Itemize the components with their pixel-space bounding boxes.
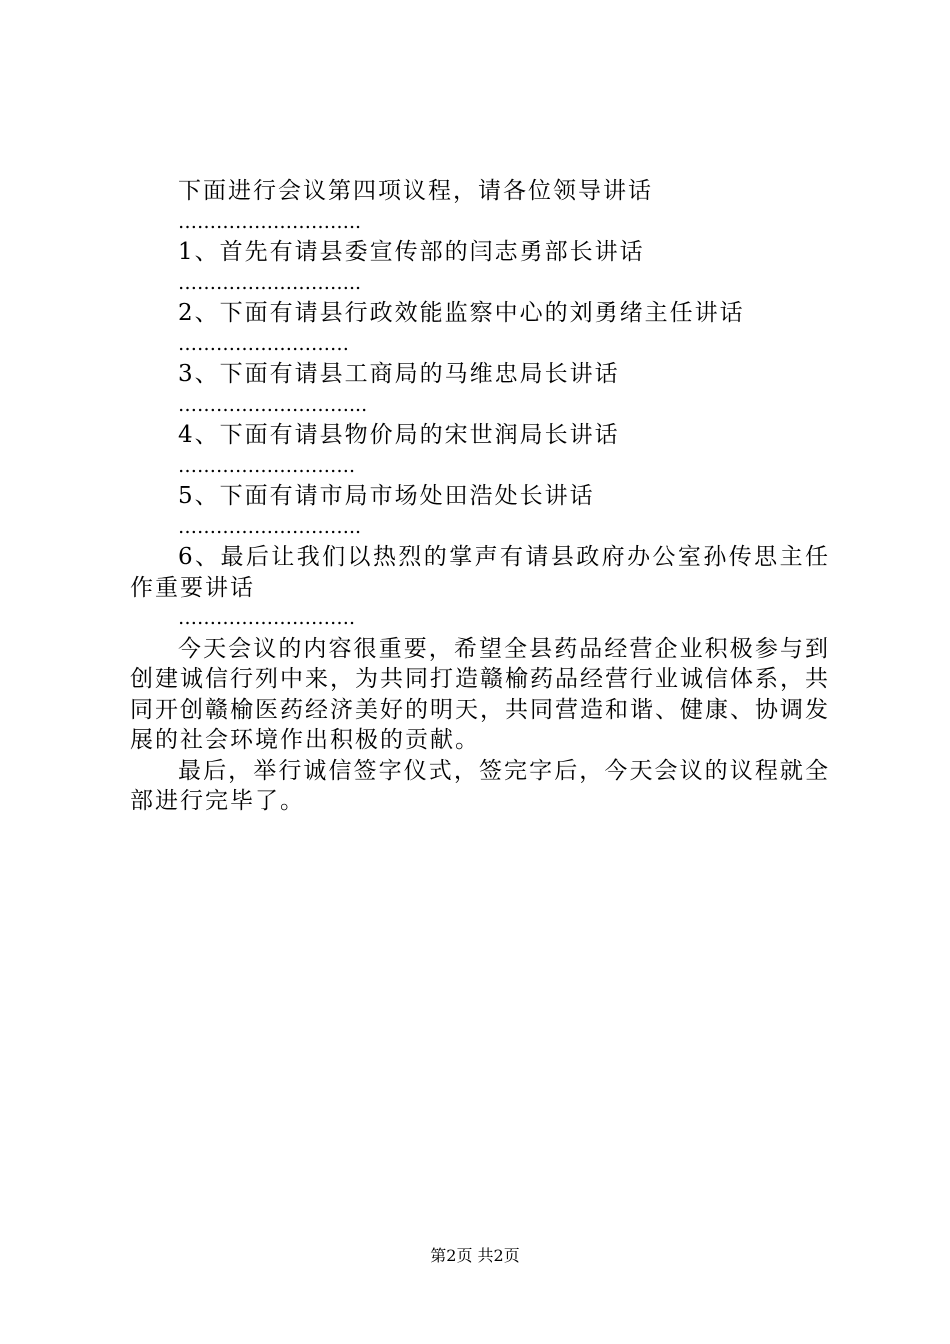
dot-leader: ……………………….. <box>178 515 362 538</box>
dot-leader: ……………………….. <box>178 271 362 294</box>
speaker-item-2: 2、下面有请县行政效能监察中心的刘勇绪主任讲话 <box>178 300 745 326</box>
dot-leader: ………………………... <box>178 393 368 416</box>
speaker-item-1: 1、首先有请县委宣传部的闫志勇部长讲话 <box>178 239 645 265</box>
dot-leader: ………………………. <box>178 607 356 629</box>
signing-paragraph: 最后，举行诚信签字仪式，签完字后，今天会议的议程就全部进行完毕了。 <box>130 757 830 814</box>
dot-leader: ……………………….. <box>178 210 362 233</box>
speaker-item-6: 6、最后让我们以热烈的掌声有请县政府办公室孙传思主任作重要讲话 <box>130 544 830 601</box>
agenda-intro: 下面进行会议第四项议程，请各位领导讲话 <box>178 178 653 204</box>
document-body <box>130 176 830 817</box>
speaker-item-4: 4、下面有请县物价局的宋世润局长讲话 <box>178 422 620 448</box>
page-footer: 第2页 共2页 <box>430 1246 520 1265</box>
dot-leader: ………………………. <box>178 454 356 477</box>
speaker-item-5: 5、下面有请市局市场处田浩处长讲话 <box>178 483 595 509</box>
dot-leader: ……………………… <box>178 332 349 355</box>
speaker-item-3: 3、下面有请县工商局的马维忠局长讲话 <box>178 361 620 387</box>
closing-paragraph: 今天会议的内容很重要，希望全县药品经营企业积极参与到创建诚信行列中来，为共同打造赣榆药品经营行业诚信体系，共同开创赣榆医药经济美好的明天，共同营造和谐、健康、协调发展的社会环境作出积极的贡献。 <box>130 635 830 753</box>
